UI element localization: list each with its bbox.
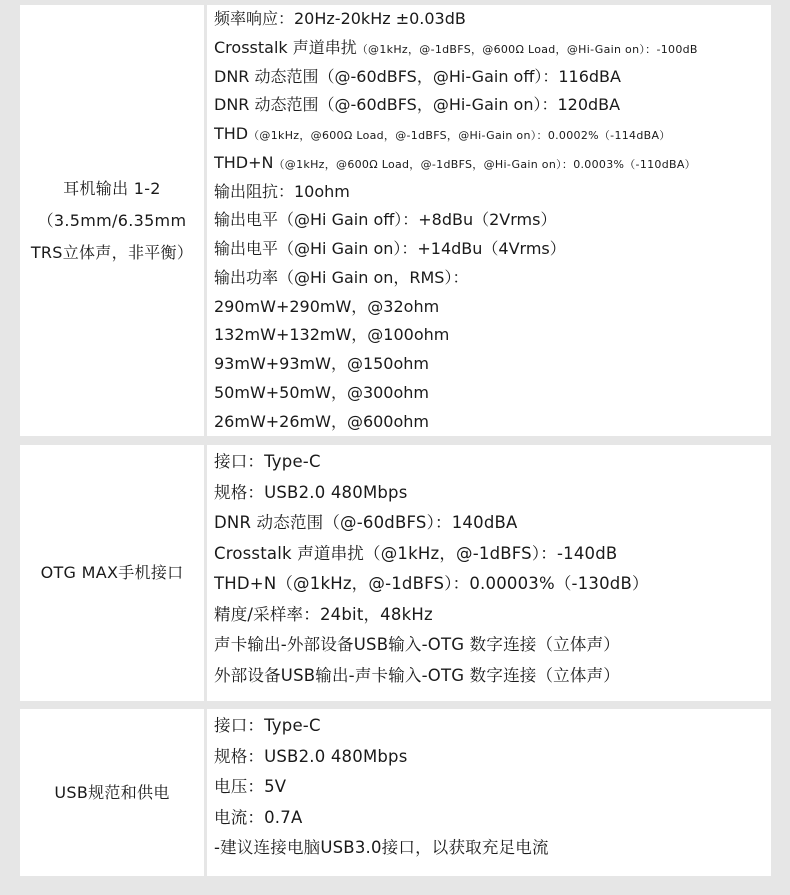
section-label-line: （3.5mm/6.35mm <box>37 210 187 230</box>
section-label-cell <box>20 5 204 436</box>
section-label <box>54 777 169 809</box>
section-label-cell <box>20 445 204 701</box>
spec-text: 声卡输出-外部设备USB输入-OTG 数字连接（立体声） <box>214 635 620 654</box>
spec-row <box>214 478 771 509</box>
spec-row <box>214 321 771 350</box>
section-label <box>41 557 184 589</box>
spec-text: 26mW+26mW，@600ohm <box>214 411 429 431</box>
section-label <box>31 173 193 269</box>
spec-row <box>214 803 771 834</box>
spec-note: （@1kHz，@600Ω Load，@-1dBFS，@Hi-Gain on）：0.0003%（-110dBA） <box>273 157 696 171</box>
spec-row <box>214 350 771 379</box>
spec-row <box>214 34 771 63</box>
spec-text: THD+N（@1kHz，@-1dBFS）：0.00003%（-130dB） <box>214 574 649 593</box>
spec-row <box>214 149 771 178</box>
spec-text: 接口：Type-C <box>214 716 321 735</box>
spec-row <box>214 833 771 864</box>
spec-row <box>214 178 771 207</box>
spec-row <box>214 539 771 570</box>
spec-note: （@1kHz，@600Ω Load，@-1dBFS，@Hi-Gain on）：0.0002%（-114dBA） <box>248 129 671 142</box>
section-content <box>207 5 771 436</box>
spec-text: 规格：USB2.0 480Mbps <box>214 482 408 502</box>
section-label-line: USB规范和供电 <box>54 782 170 802</box>
spec-row <box>214 600 771 631</box>
spec-text: 规格：USB2.0 480Mbps <box>214 746 408 766</box>
spec-text: DNR 动态范围（@-60dBFS）：140dBA <box>214 513 518 532</box>
spec-row <box>214 742 771 773</box>
spec-row <box>214 772 771 803</box>
spec-row <box>214 630 771 661</box>
spec-text: DNR 动态范围（@-60dBFS，@Hi-Gain off）：116dBA <box>214 66 621 86</box>
section-label-line: 耳机输出 1-2 <box>63 178 161 198</box>
spec-row <box>214 569 771 600</box>
section-usb-power <box>20 709 771 876</box>
spec-row <box>214 508 771 539</box>
section-content <box>207 445 771 701</box>
spec-row <box>214 91 771 120</box>
spec-row <box>214 379 771 408</box>
spec-text: THD+N <box>214 152 274 172</box>
spec-row <box>214 711 771 742</box>
spec-text: 外部设备USB输出-声卡输入-OTG 数字连接（立体声） <box>214 665 620 685</box>
section-otg-interface <box>20 445 771 701</box>
spec-text: 接口：Type-C <box>214 452 321 471</box>
spec-text: 50mW+50mW，@300ohm <box>214 382 429 402</box>
spec-text: 精度/采样率：24bit，48kHz <box>214 604 433 624</box>
section-content <box>207 709 771 876</box>
section-headphone-output <box>20 5 771 436</box>
spec-text: 132mW+132mW，@100ohm <box>214 325 450 345</box>
spec-row <box>214 63 771 92</box>
spec-row <box>214 120 771 149</box>
spec-text: 频率响应：20Hz-20kHz ±0.03dB <box>214 9 466 28</box>
spec-row <box>214 408 771 437</box>
section-label-line: TRS立体声，非平衡） <box>30 242 194 262</box>
section-label-cell <box>20 709 204 876</box>
spec-text: 290mW+290mW，@32ohm <box>214 296 440 316</box>
spec-text: 输出阻抗：10ohm <box>214 181 350 201</box>
section-label-line: OTG MAX手机接口 <box>40 563 184 582</box>
spec-row <box>214 235 771 264</box>
spec-row <box>214 264 771 293</box>
spec-text: 电压：5V <box>214 777 287 796</box>
spec-text: -建议连接电脑USB3.0接口，以获取充足电流 <box>214 838 549 857</box>
spec-text: Crosstalk 声道串扰 <box>214 37 357 57</box>
spec-row <box>214 5 771 34</box>
spec-row <box>214 447 771 478</box>
spec-row <box>214 661 771 692</box>
spec-text: 输出电平（@Hi Gain on）：+14dBu（4Vrms） <box>214 239 566 258</box>
spec-text: Crosstalk 声道串扰（@1kHz，@-1dBFS）：-140dB <box>214 543 618 563</box>
spec-note: （@1kHz，@-1dBFS，@600Ω Load，@Hi-Gain on）：-100dB <box>356 42 698 56</box>
spec-text: 电流：0.7A <box>214 807 303 827</box>
spec-row <box>214 206 771 235</box>
spec-text: 93mW+93mW，@150ohm <box>214 354 429 373</box>
spec-text: DNR 动态范围（@-60dBFS，@Hi-Gain on）：120dBA <box>214 95 621 115</box>
spec-text: 输出功率（@Hi Gain on，RMS）： <box>214 267 469 287</box>
spec-text: 输出电平（@Hi Gain off）：+8dBu（2Vrms） <box>214 210 557 230</box>
spec-text: THD <box>214 124 249 143</box>
spec-row <box>214 293 771 322</box>
